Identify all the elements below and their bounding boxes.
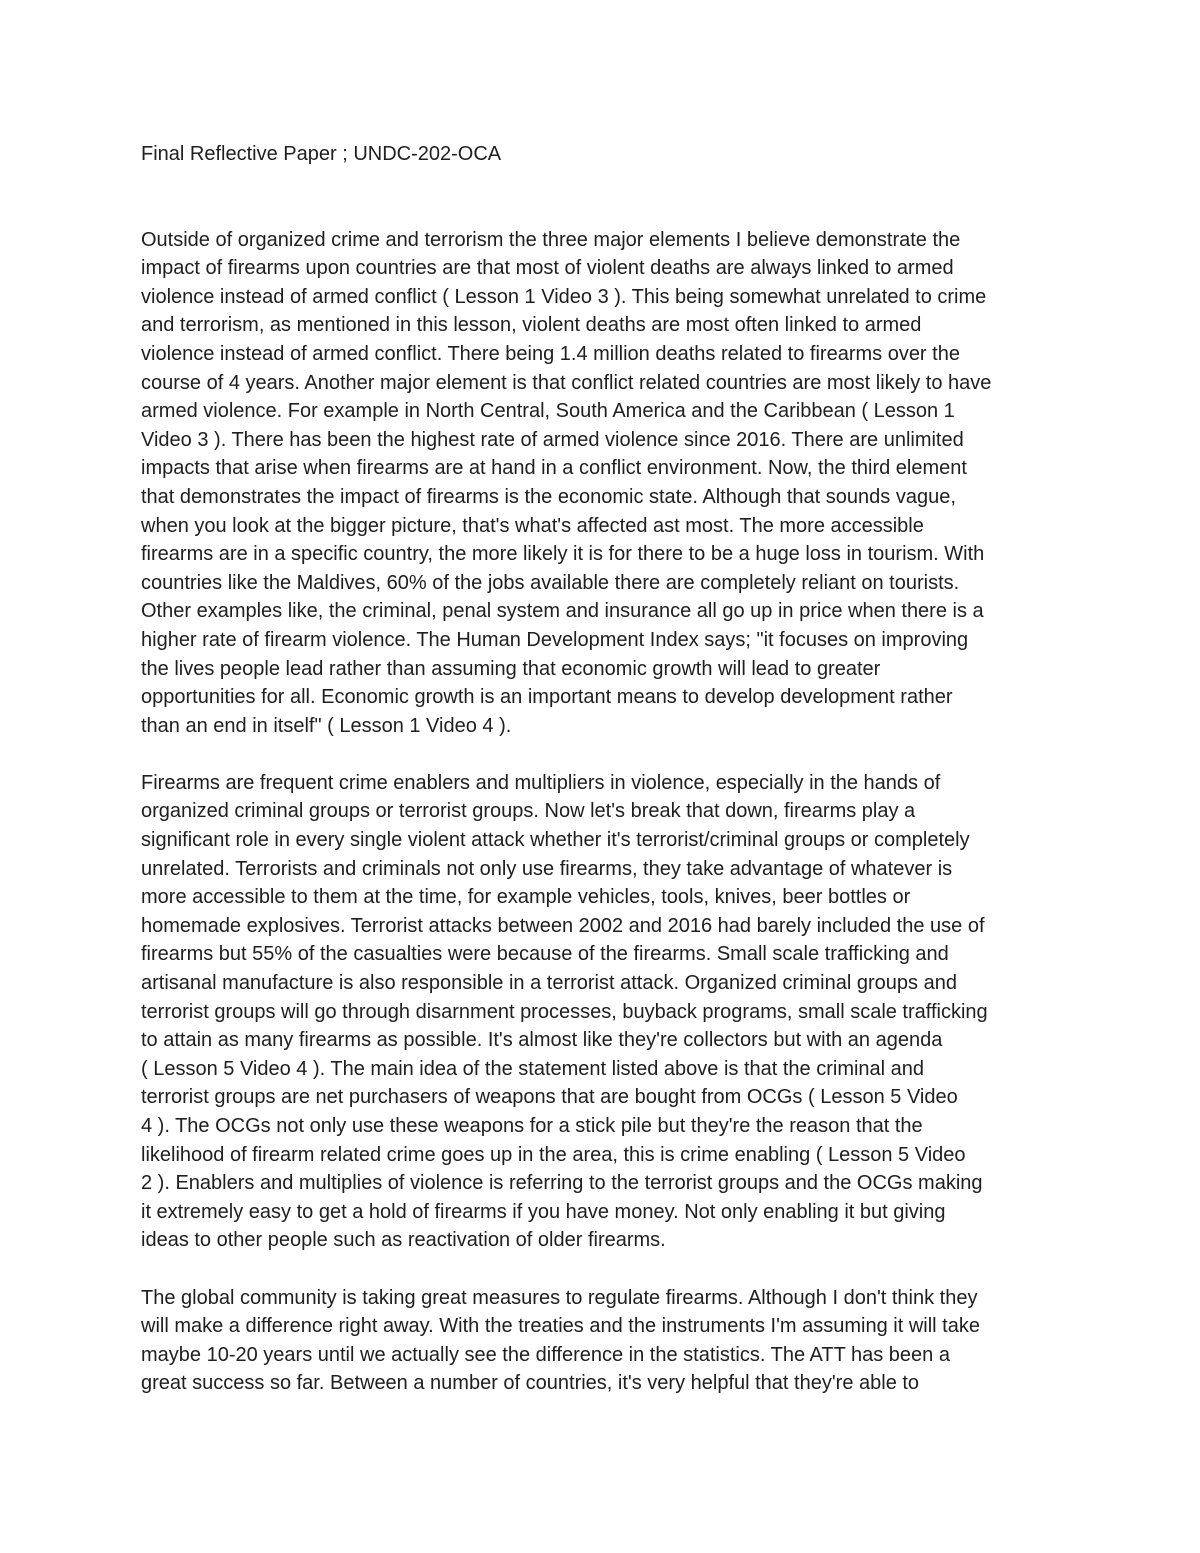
paragraph bbox=[141, 1284, 1063, 1398]
paragraph-line: than an end in itself" ( Lesson 1 Video 4 ). bbox=[141, 714, 512, 737]
paragraph-line: Other examples like, the criminal, penal system and insurance all go up in price when there is a bbox=[141, 600, 984, 623]
page-title: Final Reflective Paper ; UNDC-202-OCA bbox=[141, 143, 502, 165]
paragraph-line: when you look at the bigger picture, that's what's affected ast most. The more accessible bbox=[141, 514, 924, 537]
paragraph-line: terrorist groups will go through disarnment processes, buyback programs, small scale trafficking bbox=[141, 1000, 988, 1023]
paragraph-line: to attain as many firearms as possible. It's almost like they're collectors but with an agenda bbox=[141, 1029, 943, 1052]
paragraph-line: ideas to other people such as reactivation of older firearms. bbox=[141, 1229, 666, 1252]
paragraph-line: violence instead of armed conflict ( Lesson 1 Video 3 ). This being somewhat unrelated to crime bbox=[141, 285, 987, 308]
paragraph-line: course of 4 years. Another major element is that conflict related countries are most likely to have bbox=[141, 371, 992, 394]
paragraph-line: organized criminal groups or terrorist groups. Now let's break that down, firearms play a bbox=[141, 800, 916, 823]
paragraph-line: Video 3 ). There has been the highest rate of armed violence since 2016. There are unlimited bbox=[141, 428, 964, 451]
paragraph-line: likelihood of firearm related crime goes up in the area, this is crime enabling ( Lesson 5 Video bbox=[141, 1143, 966, 1166]
paragraph-line: the lives people lead rather than assuming that economic growth will lead to greater bbox=[141, 657, 881, 680]
paragraph-line: 4 ). The OCGs not only use these weapons for a stick pile but they're the reason that the bbox=[141, 1115, 923, 1137]
paragraph-line: ( Lesson 5 Video 4 ). The main idea of the statement listed above is that the criminal and bbox=[141, 1057, 925, 1080]
paragraph-line: homemade explosives. Terrorist attacks between 2002 and 2016 had barely included the use of bbox=[141, 914, 985, 937]
paragraph-line: terrorist groups are net purchasers of weapons that are bought from OCGs ( Lesson 5 Video bbox=[141, 1086, 958, 1109]
paragraph-line: violence instead of armed conflict. There being 1.4 million deaths related to firearms over the bbox=[141, 342, 960, 365]
paragraph-line: higher rate of firearm violence. The Human Development Index says; "it focuses on improving bbox=[141, 628, 969, 651]
paragraph-line: it extremely easy to get a hold of firearms if you have money. Not only enabling it but giving bbox=[141, 1200, 946, 1223]
paragraph-line: Outside of organized crime and terrorism the three major elements I believe demonstrate the bbox=[141, 228, 961, 251]
paragraphs-container bbox=[141, 226, 1063, 1398]
paragraph-line: that demonstrates the impact of firearms is the economic state. Although that sounds vague, bbox=[141, 485, 956, 508]
paragraph-line: countries like the Maldives, 60% of the jobs available there are completely reliant on tourists. bbox=[141, 571, 960, 594]
paragraph-line: 2 ). Enablers and multiplies of violence is referring to the terrorist groups and the OCGs making bbox=[141, 1172, 983, 1195]
paragraph-line: significant role in every single violent attack whether it's terrorist/criminal groups or completely bbox=[141, 829, 970, 852]
paragraph-line: will make a difference right away. With the treaties and the instruments I'm assuming it will take bbox=[141, 1315, 980, 1338]
paragraph-line: Firearms are frequent crime enablers and multipliers in violence, especially in the hands of bbox=[141, 771, 941, 794]
paragraph-line: impact of firearms upon countries are that most of violent deaths are always linked to armed bbox=[141, 257, 954, 280]
paragraph-line: armed violence. For example in North Central, South America and the Caribbean ( Lesson 1 bbox=[141, 400, 955, 423]
paragraph-line: more accessible to them at the time, for example vehicles, tools, knives, beer bottles or bbox=[141, 886, 911, 909]
paragraph-line: unrelated. Terrorists and criminals not only use firearms, they take advantage of whatever is bbox=[141, 857, 953, 880]
paragraph-line: artisanal manufacture is also responsible in a terrorist attack. Organized criminal groups and bbox=[141, 972, 957, 995]
paragraph-line: impacts that arise when firearms are at hand in a conflict environment. Now, the third element bbox=[141, 457, 967, 480]
paragraph-line: firearms but 55% of the casualties were because of the firearms. Small scale trafficking and bbox=[141, 943, 949, 966]
paragraph bbox=[141, 226, 1063, 741]
document-body bbox=[141, 140, 1063, 1427]
paragraph-line: and terrorism, as mentioned in this lesson, violent deaths are most often linked to armed bbox=[141, 314, 922, 337]
paragraph-line: opportunities for all. Economic growth is an important means to develop development rather bbox=[141, 686, 953, 709]
paragraph-line: maybe 10-20 years until we actually see the difference in the statistics. The ATT has been a bbox=[141, 1343, 950, 1366]
paragraph-line: great success so far. Between a number of countries, it's very helpful that they're able to bbox=[141, 1372, 920, 1395]
paragraph bbox=[141, 769, 1063, 1255]
paragraph-line: The global community is taking great measures to regulate firearms. Although I don't think they bbox=[141, 1286, 978, 1309]
paragraph-line: firearms are in a specific country, the more likely it is for there to be a huge loss in tourism. With bbox=[141, 543, 985, 566]
